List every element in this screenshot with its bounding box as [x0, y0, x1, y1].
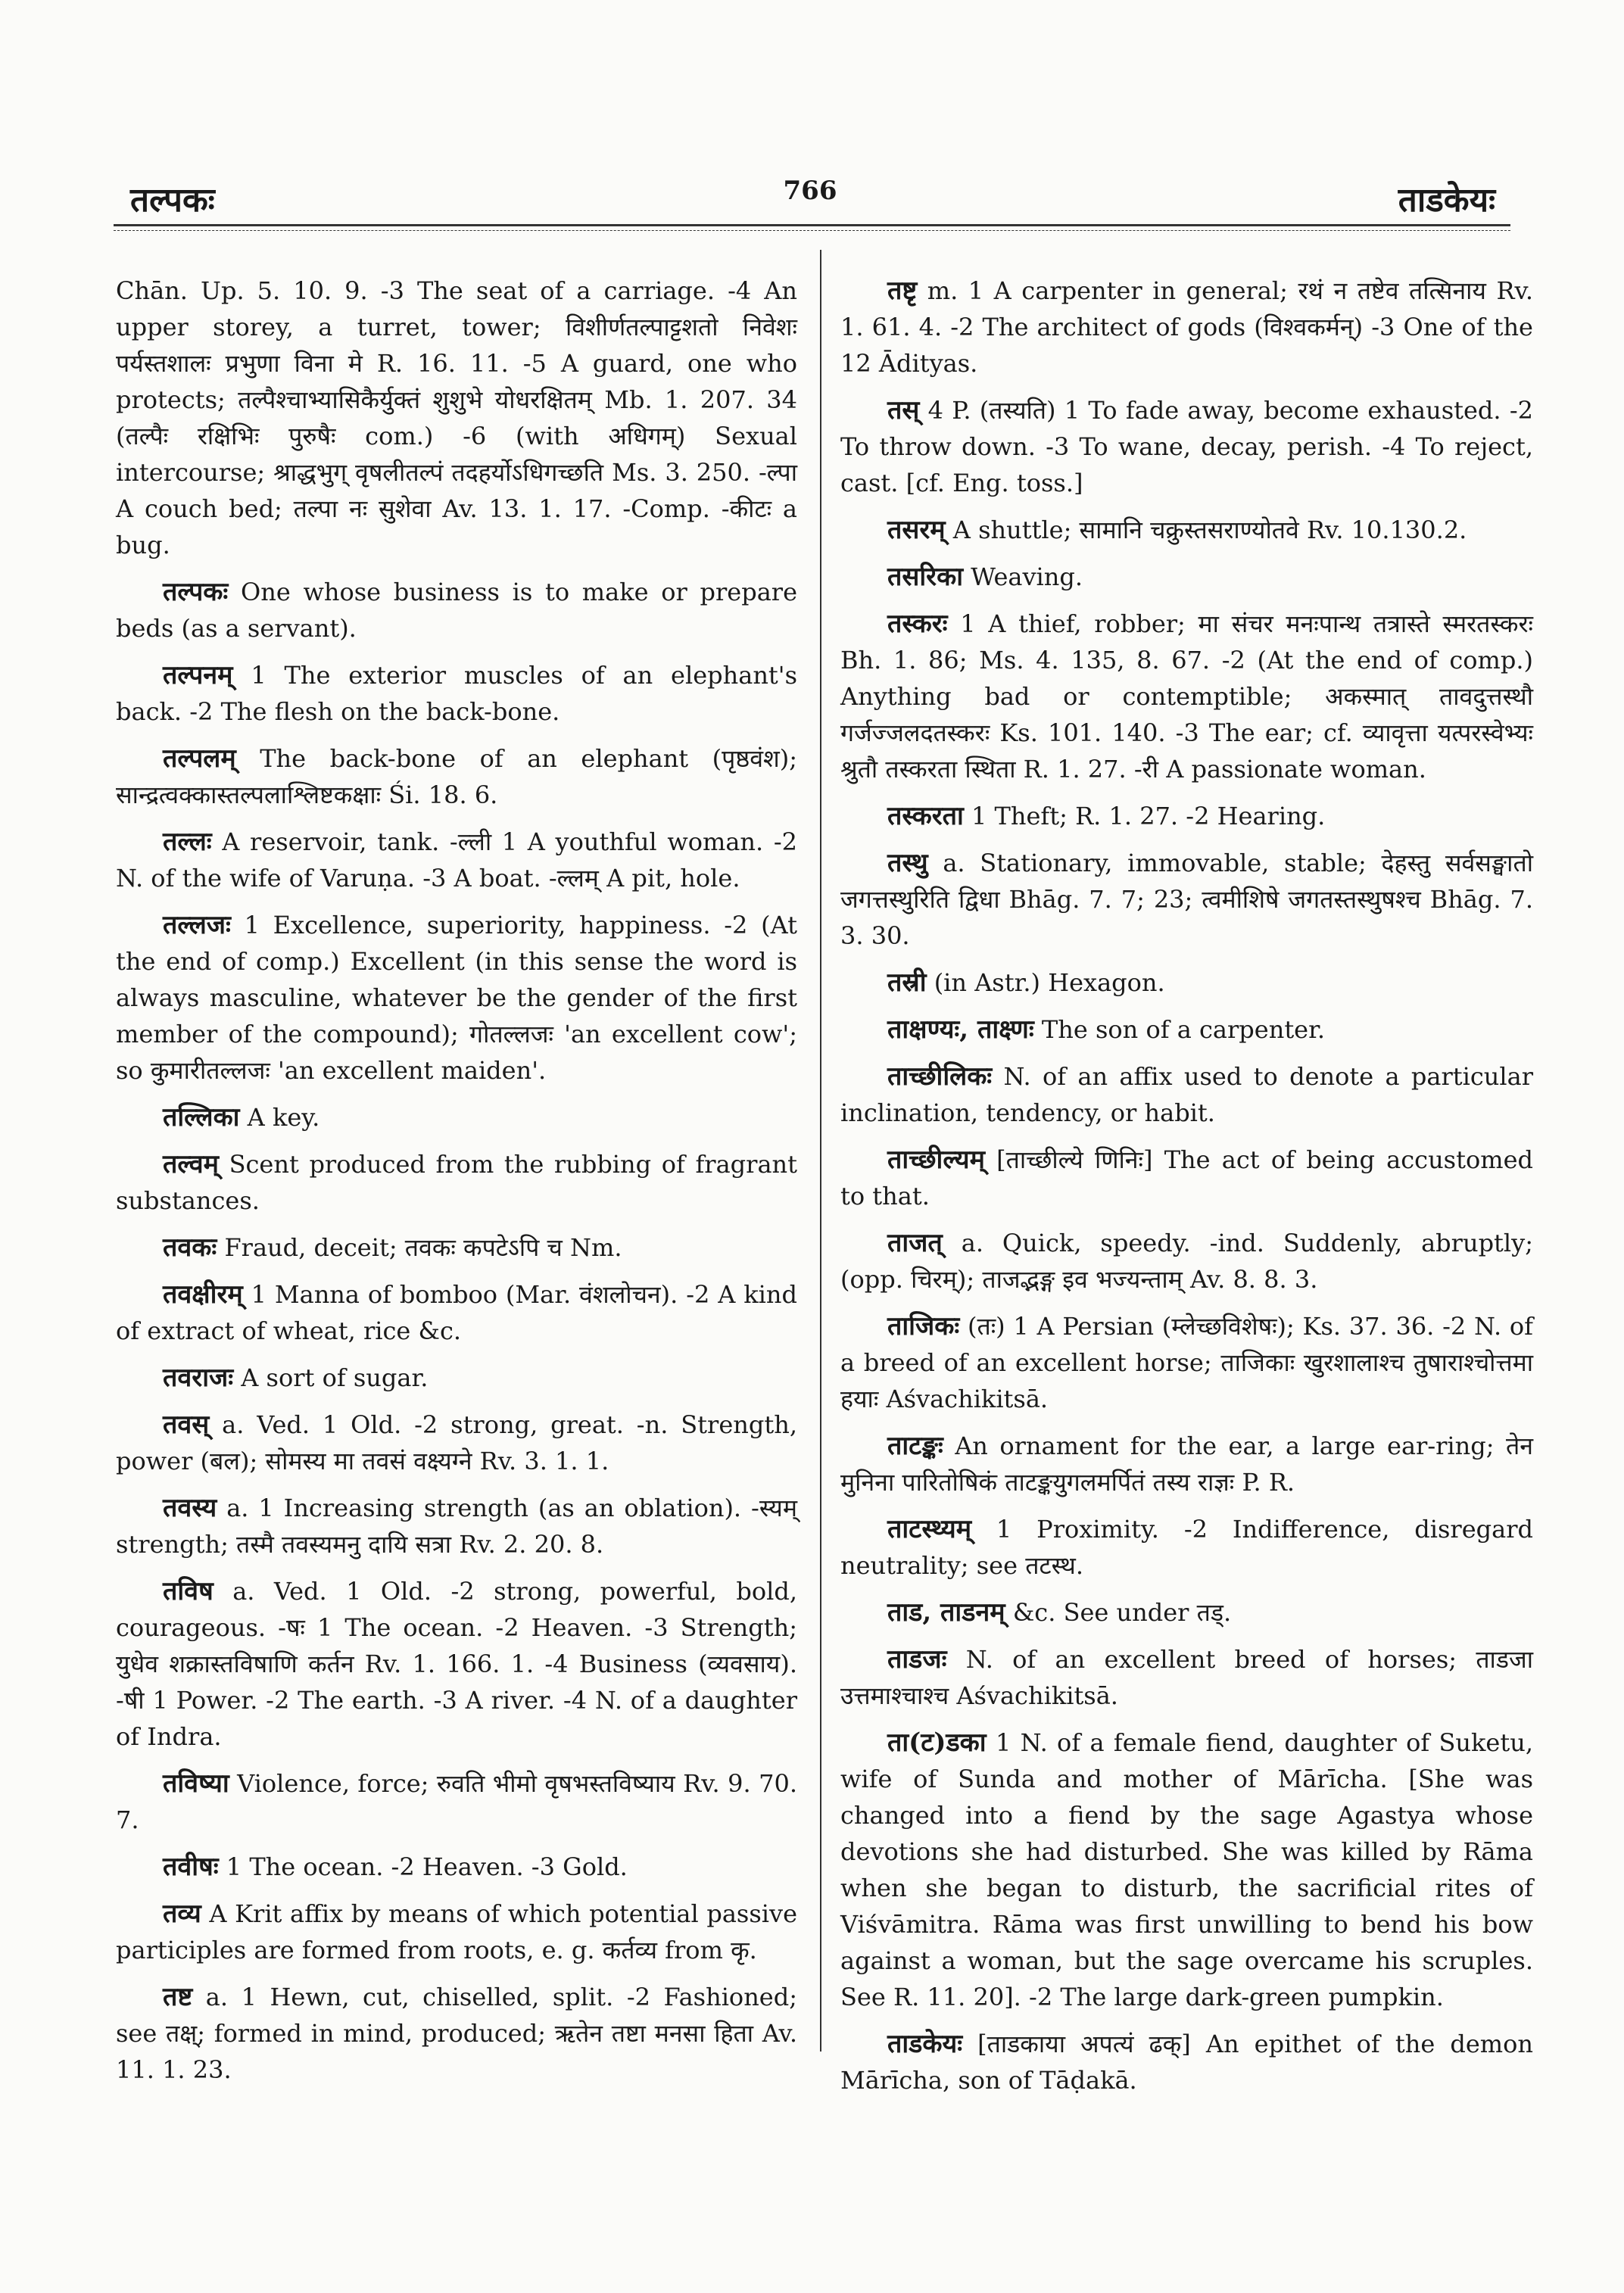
- entry-definition: 1 A thief, robber; मा संचर मनःपान्थ तत्रास्ते स्मरतस्करः Bh. 1. 86; Ms. 4. 135, 8. 67. -2 (At the end of comp.) Anything bad or contemptible; अकस्मात् तावदुत्तस्थौ गर्जज्जलदतस्करः Ks. 101. 140. -3 The ear; cf. व्यावृत्ता यत्परस्वेभ्यः श्रुतौ तस्करता स्थिता R. 1. 27. -री A passionate woman.: [840, 609, 1533, 784]
- dictionary-entry: [840, 512, 1533, 548]
- dictionary-entry: [116, 273, 797, 563]
- dictionary-entry: [840, 273, 1533, 382]
- entry-definition: A sort of sugar.: [241, 1363, 429, 1392]
- dictionary-entry: [840, 1724, 1533, 2015]
- entry-definition: Weaving.: [971, 562, 1083, 591]
- entry-definition: &c. See under तड्.: [1012, 1598, 1232, 1627]
- entry-definition: 1 Manna of bomboo (Mar. वंशलोचन). -2 A kind of extract of wheat, rice &c.: [116, 1280, 797, 1345]
- dictionary-entry: [116, 1407, 797, 1479]
- entry-definition: Fraud, deceit; तवकः कपटेऽपि च Nm.: [224, 1233, 622, 1262]
- dictionary-entry: [840, 964, 1533, 1001]
- entry-headword: ताजत्: [887, 1228, 943, 1258]
- entry-definition: The son of a carpenter.: [1041, 1015, 1326, 1044]
- left-column: [116, 273, 797, 2098]
- dictionary-entry: [116, 1849, 797, 1885]
- entry-headword: तल्वम्: [163, 1149, 219, 1179]
- entry-headword: ताटस्थ्यम्: [887, 1514, 972, 1544]
- header-rule-dashed: [114, 230, 1510, 231]
- dictionary-entry: [116, 907, 797, 1089]
- entry-headword: तष्ट: [163, 1982, 193, 2012]
- entry-headword: तल्पलम्: [163, 743, 236, 774]
- entry-headword: तल्पनम्: [163, 660, 233, 690]
- entry-headword: तवस्य: [163, 1493, 217, 1523]
- dictionary-entry: [840, 1594, 1533, 1631]
- entry-headword: तस्करः: [887, 609, 948, 639]
- entry-definition: a. Ved. 1 Old. -2 strong, powerful, bold, courageous. -षः 1 The ocean. -2 Heaven. -3 Strength; युधेव शक्रास्तविषाणि कर्तन Rv. 1. 166. 1. -4 Business (व्यवसाय). -षी 1 Power. -2 The earth. -3 A river. -4 N. of a daughter of Indra.: [116, 1577, 798, 1751]
- dictionary-entry: [116, 1896, 797, 1968]
- entry-definition: N. of an excellent breed of horses; ताडजा उत्तमाश्चाश्च Aśvachikitsā.: [840, 1645, 1533, 1710]
- entry-definition: The back-bone of an elephant (पृष्ठवंश); सान्द्रत्वक्कास्तल्पलाश्लिष्टकक्षाः Śi. 18. 6.: [116, 744, 798, 809]
- entry-definition: (in Astr.) Hexagon.: [934, 968, 1165, 997]
- dictionary-entry: [116, 574, 797, 646]
- dictionary-entry: [840, 1428, 1533, 1500]
- header-rule: [114, 224, 1510, 226]
- entry-definition: a. 1 Increasing strength (as an oblation). -स्यम् strength; तस्मै तवस्यमनु दायि सत्रा Rv. 2. 20. 8.: [116, 1494, 798, 1559]
- page-number: 766: [783, 176, 837, 206]
- entry-headword: तल्पकः: [163, 577, 229, 607]
- entry-definition: 1 Excellence, superiority, happiness. -2 (At the end of comp.) Excellent (in this sense the word is always masculine, whatever be the gender of the first member of the compound); गोतल्लजः 'an excellent cow'; so कुमारीतल्लजः 'an excellent maiden'.: [116, 911, 798, 1085]
- dictionary-entry: [840, 1058, 1533, 1131]
- entry-definition: An ornament for the ear, a large ear-ring; तेन मुनिना पारितोषिकं ताटङ्कयुगलमर्पितं तस्य राज्ञः P. R.: [840, 1432, 1533, 1497]
- entry-headword: ताडकेयः: [887, 2029, 963, 2059]
- dictionary-entry: [840, 1142, 1533, 1214]
- entry-definition: (तः) 1 A Persian (म्लेच्छविशेषः); Ks. 37. 36. -2 N. of a breed of an excellent horse; ताजिकाः खुरशालाश्च तुषाराश्चोत्तमा हयाः Aśvachikitsā.: [840, 1312, 1534, 1413]
- entry-headword: ताडजः: [887, 1644, 947, 1675]
- entry-definition: N. of an affix used to denote a particular inclination, tendency, or habit.: [840, 1062, 1533, 1127]
- entry-definition: [ताडकाया अपत्यं ढक्] An epithet of the demon Mārīcha, son of Tāḍakā.: [840, 2030, 1533, 2095]
- entry-definition: A key.: [247, 1103, 320, 1132]
- dictionary-entry: [840, 1308, 1533, 1417]
- entry-headword: तस्री: [887, 967, 927, 998]
- dictionary-entry: [116, 1229, 797, 1266]
- entry-definition: A Krit affix by means of which potential passive participles are formed from roots, e. g. कर्तव्य from कृ.: [116, 1899, 798, 1964]
- entry-headword: ताड, ताडनम्: [887, 1597, 1005, 1628]
- entry-definition: 1 Proximity. -2 Indifference, disregard neutrality; see तटस्थ.: [840, 1515, 1533, 1580]
- dictionary-entry: [840, 559, 1533, 595]
- dictionary-entry: [840, 798, 1533, 834]
- dictionary-entry: [840, 2026, 1533, 2098]
- entry-headword: तसरम्: [887, 515, 946, 545]
- entry-definition: 4 P. (तस्यति) 1 To fade away, become exhausted. -2 To throw down. -3 To wane, decay, perish. -4 To reject, cast. [cf. Eng. toss.]: [840, 396, 1534, 497]
- right-column: [840, 273, 1533, 2109]
- entry-headword: तस्: [887, 395, 920, 425]
- entry-headword: ताजिकः: [887, 1311, 960, 1341]
- dictionary-entry: [840, 606, 1533, 787]
- entry-headword: ताक्षण्यः, ताक्ष्णः: [887, 1014, 1034, 1045]
- entry-headword: तसरिका: [887, 562, 963, 592]
- dictionary-entry: [840, 1225, 1533, 1298]
- entry-definition: [ताच्छील्ये णिनिः] The act of being accustomed to that.: [840, 1145, 1533, 1210]
- entry-headword: तवकः: [163, 1232, 217, 1263]
- entry-headword: तवराजः: [163, 1363, 234, 1393]
- dictionary-entry: [116, 1146, 797, 1219]
- column-divider: [820, 250, 821, 2052]
- entry-definition: Chān. Up. 5. 10. 9. -3 The seat of a carriage. -4 An upper storey, a turret, tower; विशीर्णतल्पाट्टशतो निवेशः पर्यस्तशालः प्रभुणा विना मे R. 16. 11. -5 A guard, one who protects; तल्पैश्चाभ्यासिकैर्युक्तं शुशुभे योधरक्षितम् Mb. 1. 207. 34 (तल्पैः रक्षिभिः पुरुषैः com.) -6 (with अधिगम्) Sexual intercourse; श्राद्धभुग् वृषलीतल्पं तदहर्योऽधिगच्छति Ms. 3. 250. -ल्पा A couch bed; तल्पा नः सुशेवा Av. 13. 1. 17. -Comp. -कीटः a bug.: [116, 276, 797, 559]
- dictionary-entry: [840, 1511, 1533, 1584]
- dictionary-entry: [116, 1276, 797, 1349]
- entry-headword: तवीषः: [163, 1852, 219, 1882]
- entry-headword: तविष: [163, 1576, 214, 1606]
- entry-definition: A reservoir, tank. -ल्ली 1 A youthful woman. -2 N. of the wife of Varuṇa. -3 A boat. -ल्लम् A pit, hole.: [116, 827, 797, 893]
- dictionary-entry: [116, 657, 797, 730]
- entry-headword: तष्टृ: [887, 276, 918, 306]
- entry-definition: 1 The ocean. -2 Heaven. -3 Gold.: [226, 1852, 628, 1881]
- entry-headword: तल्लः: [163, 827, 212, 857]
- dictionary-entry: [840, 392, 1533, 501]
- dictionary-entry: [116, 1099, 797, 1136]
- entry-headword: ताटङ्कः: [887, 1431, 943, 1461]
- dictionary-entry: [840, 845, 1533, 954]
- entry-definition: Scent produced from the rubbing of fragrant substances.: [116, 1150, 798, 1215]
- dictionary-entry: [116, 1490, 797, 1562]
- entry-definition: One whose business is to make or prepare beds (as a servant).: [116, 578, 798, 643]
- entry-definition: a. Quick, speedy. -ind. Suddenly, abruptly; (opp. चिरम्); ताजद्भङ्ग इव भज्यन्ताम् Av. 8. 8. 3.: [840, 1229, 1533, 1294]
- dictionary-entry: [116, 1765, 797, 1838]
- entry-headword: तवक्षीरम्: [163, 1279, 243, 1310]
- entry-definition: a. Stationary, immovable, stable; देहस्तु सर्वसङ्घातो जगत्तस्थुरिति द्विधा Bhāg. 7. 7; 23; त्वमीशिषे जगतस्तस्थुषश्च Bhāg. 7. 3. 30.: [840, 849, 1533, 950]
- dictionary-entry: [116, 1573, 797, 1755]
- header-right-word: ताडकेयः: [1398, 181, 1495, 220]
- entry-definition: 1 Theft; R. 1. 27. -2 Hearing.: [971, 802, 1326, 830]
- entry-headword: ता(ट)डका: [887, 1728, 987, 1758]
- entry-headword: ताच्छीलिकः: [887, 1061, 993, 1092]
- entry-definition: 1 The exterior muscles of an elephant's back. -2 The flesh on the back-bone.: [116, 661, 798, 726]
- entry-headword: तवस्: [163, 1410, 210, 1440]
- entry-headword: तल्लिका: [163, 1102, 240, 1132]
- header-left-word: तल्पकः: [130, 181, 215, 220]
- dictionary-entry: [840, 1641, 1533, 1714]
- dictionary-entry: [116, 1979, 797, 2088]
- entry-definition: a. 1 Hewn, cut, chiselled, split. -2 Fashioned; see तक्ष्; formed in mind, produced; ऋतेन तष्टा मनसा हिता Av. 11. 1. 23.: [116, 1983, 798, 2084]
- dictionary-entry: [116, 824, 797, 896]
- entry-headword: तविष्या: [163, 1768, 229, 1799]
- entry-headword: ताच्छील्यम्: [887, 1145, 985, 1175]
- dictionary-entry: [116, 1360, 797, 1396]
- dictionary-entry: [116, 740, 797, 813]
- entry-definition: m. 1 A carpenter in general; रथं न तष्टेव तत्सिनाय Rv. 1. 61. 4. -2 The architect of gods (विश्वकर्मन्) -3 One of the 12 Ādityas.: [840, 276, 1534, 378]
- entry-headword: तस्थु: [887, 848, 928, 878]
- entry-headword: तस्करता: [887, 801, 964, 831]
- dictionary-entry: [840, 1011, 1533, 1048]
- entry-definition: A shuttle; सामानि चक्रुस्तसराण्योतवे Rv. 10.130.2.: [952, 516, 1467, 544]
- entry-headword: तव्य: [163, 1899, 201, 1929]
- entry-definition: Violence, force; रुवति भीमो वृषभस्तविष्याय Rv. 9. 70. 7.: [116, 1769, 797, 1834]
- entry-definition: a. Ved. 1 Old. -2 strong, great. -n. Strength, power (बल); सोमस्य मा तवसं वक्ष्यग्ने Rv. 3. 1. 1.: [116, 1410, 798, 1475]
- entry-definition: 1 N. of a female fiend, daughter of Suketu, wife of Sunda and mother of Mārīcha. [She was changed into a fiend by the sage Agastya whose devotions she had disturbed. She was killed by Rāma when she began to disturb, the sacrificial rites of Viśvāmitra. Rāma was first unwilling to bend his bow against a woman, but the sage overcame his scruples. See R. 11. 20]. -2 The large dark-green pumpkin.: [840, 1728, 1534, 2011]
- entry-headword: तल्लजः: [163, 910, 231, 940]
